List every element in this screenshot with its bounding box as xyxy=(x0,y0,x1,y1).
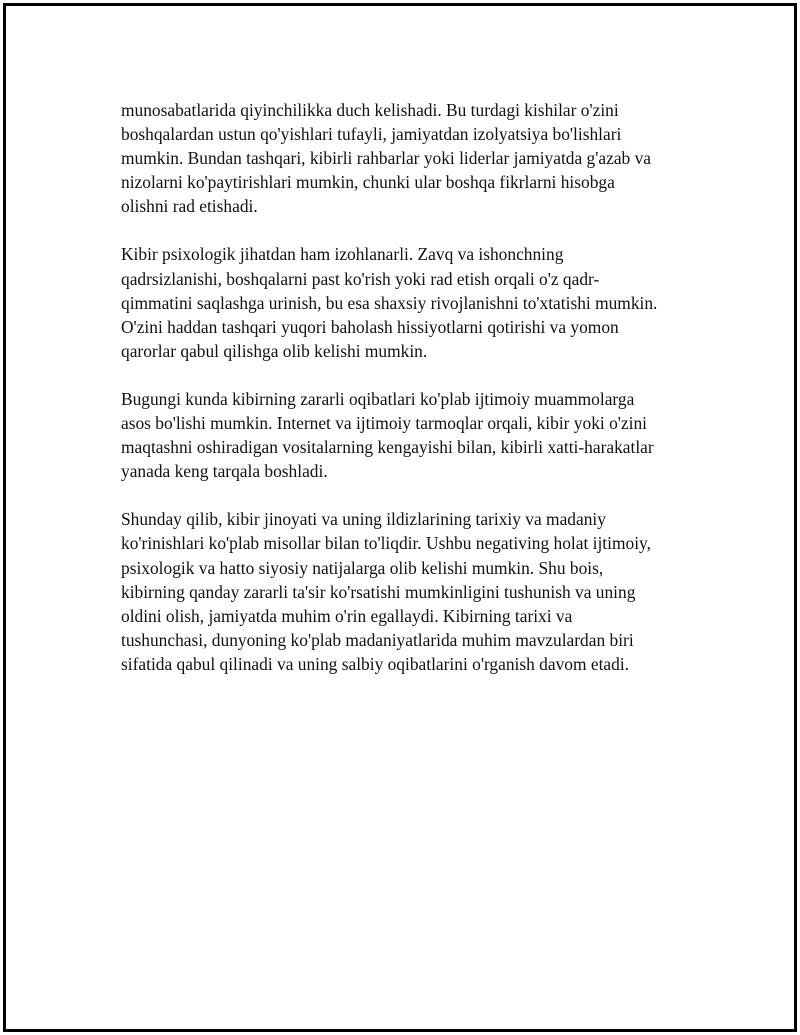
text-line: Bugungi kunda kibirning zararli oqibatlari ko'plab ijtimoiy muammolarga xyxy=(121,388,635,409)
text-line: munosabatlarida qiyinchilikka duch kelishadi. Bu turdagi kishilar o'zini xyxy=(121,100,619,120)
text-line: sifatida qabul qilinadi va uning salbiy oqibatlarini o'rganish davom etadi. xyxy=(121,653,630,674)
text-line: O'zini haddan tashqari yuqori baholash hissiyotlarni qotirishi va yomon xyxy=(121,316,619,337)
page-frame xyxy=(3,3,797,1032)
text-line: psixologik va hatto siyosiy natijalarga olib kelishi mumkin. Shu bois, xyxy=(121,557,604,578)
paragraph-4 xyxy=(121,507,711,676)
text-line: oldini olish, jamiyatda muhim o'rin egallaydi. Kibirning tarixi va xyxy=(121,605,573,626)
text-line: olishni rad etishadi. xyxy=(121,196,258,217)
text-line: ko'rinishlari ko'plab misollar bilan to'liqdir. Ushbu negativing holat ijtimoiy, xyxy=(121,533,651,554)
text-line: qimmatini saqlashga urinish, bu esa shaxsiy rivojlanishni to'xtatishi mumkin. xyxy=(121,292,658,313)
text-line: Shunday qilib, kibir jinoyati va uning ildizlarining tarixiy va madaniy xyxy=(121,509,606,530)
paragraph-3 xyxy=(121,387,711,483)
text-line: qarorlar qabul qilishga olib kelishi mumkin. xyxy=(121,340,428,361)
paragraph-2 xyxy=(121,242,711,362)
text-line: tushunchasi, dunyoning ko'plab madaniyatlarida muhim mavzulardan biri xyxy=(121,629,634,650)
text-line: boshqalardan ustun qo'yishlari tufayli, jamiyatdan izolyatsiya bo'lishlari xyxy=(121,124,622,145)
text-line: yanada keng tarqala boshladi. xyxy=(121,461,328,482)
text-line: qadrsizlanishi, boshqalarni past ko'rish yoki rad etish orqali o'z qadr- xyxy=(121,268,600,289)
page-content xyxy=(121,98,711,700)
text-line: kibirning qanday zararli ta'sir ko'rsatishi mumkinligini tushunish va uning xyxy=(121,581,636,602)
text-line: maqtashni oshiradigan vositalarning kengayishi bilan, kibirli xatti-harakatlar xyxy=(121,437,654,458)
text-line: nizolarni ko'paytirishlari mumkin, chunki ular boshqa fikrlarni hisobga xyxy=(121,172,615,193)
text-line: asos bo'lishi mumkin. Internet va ijtimoiy tarmoqlar orqali, kibir yoki o'zini xyxy=(121,413,647,434)
paragraph-1 xyxy=(121,98,711,218)
text-line: Kibir psixologik jihatdan ham izohlanarli. Zavq va ishonchning xyxy=(121,244,564,265)
text-line: mumkin. Bundan tashqari, kibirli rahbarlar yoki liderlar jamiyatda g'azab va xyxy=(121,148,651,169)
